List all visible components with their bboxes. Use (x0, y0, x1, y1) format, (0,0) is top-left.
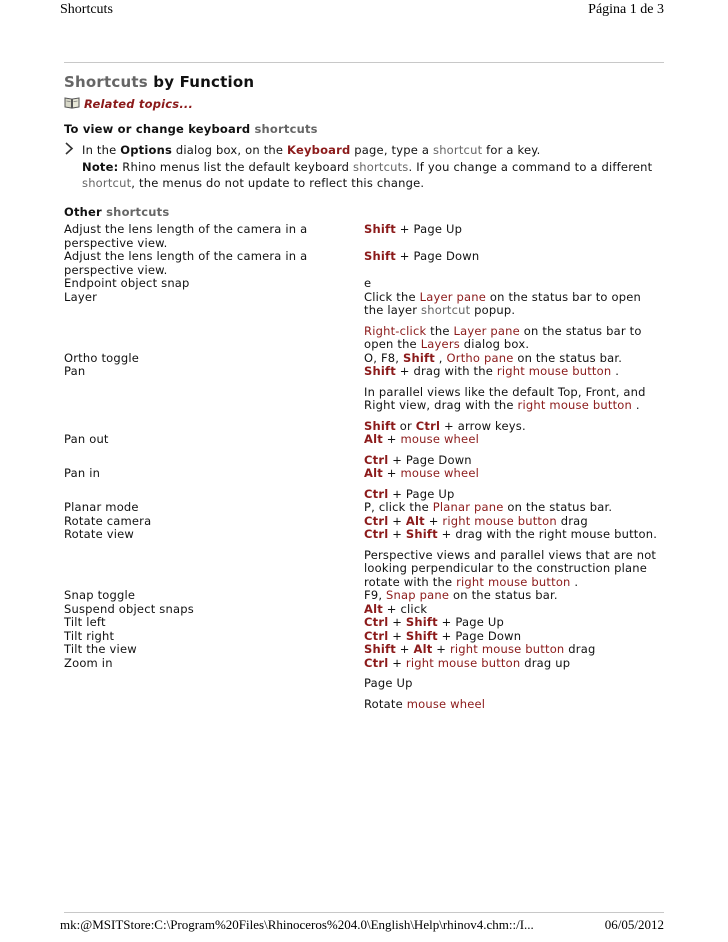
key-label: Ctrl (364, 452, 389, 467)
page-title (64, 72, 664, 92)
term-link[interactable]: Snap pane (386, 588, 450, 602)
function-cell: Tilt right (64, 628, 115, 643)
table-row (64, 528, 664, 589)
text-segment: + Page Up (395, 222, 463, 236)
function-cell: Ortho toggle (64, 350, 140, 365)
text-segment: Page Up (364, 676, 413, 690)
text-segment: + click (382, 601, 428, 616)
key-label: Ctrl (364, 628, 389, 643)
shortcut-cell (364, 515, 664, 529)
table-row (64, 277, 664, 291)
text-segment: F9, (364, 588, 387, 602)
table-row (64, 603, 664, 617)
shortcut-line (364, 501, 664, 515)
function-cell: Adjust the lens length of the camera in a perspective view. (64, 222, 308, 250)
text-segment: . (611, 364, 620, 378)
shortcut-line (364, 277, 664, 291)
key-label: Shift (405, 628, 438, 643)
text-segment: + arrow keys. (440, 418, 526, 433)
text-segment: + Page Down (437, 628, 522, 643)
key-label: Ctrl (364, 486, 389, 501)
text-segment: dialog box. (459, 337, 530, 351)
section-view-change-heading (64, 120, 664, 138)
text-segment: , (434, 350, 447, 365)
function-cell: Pan in (64, 466, 101, 480)
key-label: Shift (405, 615, 438, 629)
term-link[interactable]: Layer pane (453, 323, 520, 338)
key-label: Shift (364, 364, 396, 378)
term-link[interactable]: right mouse button (442, 513, 557, 528)
note-block: Note: Rhino menus list the default keyboard shortcuts. If you change a command to a different shortcut, the menus do not update to reflect this change. (82, 160, 653, 190)
key-label: Shift (405, 527, 438, 541)
title-rest: by Function (147, 73, 255, 91)
function-cell: Pan out (64, 432, 109, 446)
shortcut-line (364, 454, 664, 468)
page-footer (60, 917, 664, 933)
table-row (64, 501, 664, 515)
text-segment: + (388, 655, 406, 670)
shortcut-line (364, 291, 664, 325)
text-segment: + (388, 527, 406, 541)
shortcut-line (364, 352, 664, 366)
key-label: Shift (364, 222, 396, 236)
key-label: Shift (364, 418, 396, 433)
text-segment: + (388, 628, 406, 643)
shortcut-line (364, 643, 664, 657)
function-cell: Pan (64, 364, 86, 378)
function-cell: Tilt the view (64, 642, 137, 656)
shortcut-line (364, 677, 664, 698)
top-rule (64, 62, 664, 63)
text-segment: on the status bar. (503, 500, 613, 514)
text-segment: e (364, 276, 372, 290)
text-segment: drag up (520, 655, 571, 670)
text-segment: Perspective views and parallel views that are not looking perpendicular to the construction plane rotate with the (364, 547, 657, 589)
table-row (64, 291, 664, 352)
key-label: Alt (364, 432, 383, 446)
text-segment: + (388, 513, 406, 528)
term-link[interactable]: Right-click (364, 323, 427, 338)
shortcut-line (364, 603, 664, 617)
shortcut-line (364, 589, 664, 603)
text-segment: on the status bar to open the (364, 323, 642, 351)
header-left: Shortcuts (60, 2, 113, 17)
text-segment: or (395, 418, 416, 433)
shortcut-cell (364, 501, 664, 515)
shortcut-cell (364, 250, 664, 277)
text-segment: + (382, 432, 401, 446)
shortcut-cell (364, 616, 664, 630)
term-link[interactable]: mouse wheel (400, 466, 479, 480)
text-segment: . (570, 574, 579, 589)
term-link[interactable]: Ortho pane (446, 350, 514, 365)
shortcut-cell (364, 365, 664, 433)
function-cell: Rotate camera (64, 513, 152, 528)
text-segment: O, F8, (364, 350, 404, 365)
text-segment: Click the (364, 289, 420, 304)
function-cell: Layer (64, 289, 98, 304)
key-label: Ctrl (364, 527, 389, 541)
title-main: Shortcuts (64, 73, 148, 91)
text-segment: Rotate (364, 696, 407, 711)
text-segment: on the status bar to open the layer (364, 289, 642, 317)
shortcut-line (364, 467, 664, 488)
shortcut-cell (364, 657, 664, 712)
header-right: Página 1 de 3 (588, 2, 664, 17)
term-link[interactable]: right mouse button (456, 574, 571, 589)
shortcut-cell (364, 277, 664, 291)
term-link[interactable]: Layers (420, 337, 460, 351)
shortcut-cell (364, 528, 664, 589)
book-icon (64, 96, 80, 112)
text-segment: + (388, 615, 406, 629)
key-label: Alt (364, 601, 383, 616)
page-header (60, 2, 664, 18)
shortcut-cell (364, 603, 664, 617)
shortcut-cell (364, 433, 664, 467)
footer-date: 06/05/2012 (604, 917, 664, 932)
text-segment: P, click the (364, 500, 433, 514)
function-cell: Planar mode (64, 500, 139, 514)
function-cell: Zoom in (64, 655, 113, 670)
key-label: Alt (413, 642, 433, 656)
text-segment: + (395, 642, 414, 656)
table-row (64, 365, 664, 433)
function-cell: Tilt left (64, 615, 106, 629)
term-link[interactable]: right mouse button (496, 364, 612, 378)
term-link[interactable]: Planar pane (432, 500, 504, 514)
shortcut-line (364, 616, 664, 630)
bullet-item (64, 142, 664, 159)
shortcut-cell (364, 643, 664, 657)
text-segment: + Page Up (388, 486, 455, 501)
related-topics-label: Related topics... (84, 97, 194, 111)
shortcut-line (364, 549, 664, 590)
shortcut-cell (364, 223, 664, 250)
text-segment: + (382, 466, 401, 480)
arrow-bullet-icon (64, 142, 82, 159)
shortcut-line (364, 386, 664, 420)
term-link[interactable]: mouse wheel (400, 432, 479, 446)
term-link[interactable]: right mouse button (449, 642, 565, 656)
table-row (64, 630, 664, 644)
term-link[interactable]: mouse wheel (406, 696, 486, 711)
instruction-line: In the Options dialog box, on the Keyboard page, type a shortcut for a key. (82, 143, 541, 157)
term-link[interactable]: Layer pane (419, 289, 487, 304)
bottom-rule (64, 912, 664, 913)
shortcuts-table (64, 223, 664, 711)
key-label: Ctrl (364, 615, 389, 629)
shortcut-cell (364, 291, 664, 352)
table-row (64, 657, 664, 712)
term-link[interactable]: right mouse button (517, 398, 633, 412)
table-row (64, 643, 664, 657)
heading-text: Other (64, 205, 107, 219)
shortcut-line (364, 698, 664, 712)
key-label: Alt (364, 466, 383, 480)
text-segment: + Page Down (388, 452, 472, 467)
key-label: Alt (405, 513, 425, 528)
related-topics-link[interactable] (64, 94, 664, 114)
table-row (64, 515, 664, 529)
shortcut-cell (364, 352, 664, 366)
text-segment: + (424, 513, 443, 528)
text-segment: + Page Up (437, 615, 504, 629)
text-segment: the (426, 323, 454, 338)
function-cell: Suspend object snaps (64, 601, 194, 616)
shortcut-line (364, 250, 664, 264)
function-cell: Adjust the lens length of the camera in a perspective view. (64, 249, 308, 277)
shortcut-line (364, 433, 664, 454)
table-row (64, 616, 664, 630)
text-segment: . (632, 398, 640, 412)
text-segment: + drag with the (395, 364, 497, 378)
table-row (64, 467, 664, 501)
table-row (64, 352, 664, 366)
shortcut-line (364, 515, 664, 529)
table-row (64, 250, 664, 277)
main-content (64, 72, 664, 711)
text-segment: + drag with the right mouse button. (437, 527, 658, 541)
shortcut-line (364, 365, 664, 386)
key-label: Shift (364, 642, 396, 656)
function-cell: Rotate view (64, 527, 134, 541)
table-row (64, 433, 664, 467)
term-link[interactable]: right mouse button (405, 655, 521, 670)
shortcut-line (364, 223, 664, 237)
note-label: Note: (82, 160, 119, 174)
glossary-term: shortcut (421, 303, 471, 317)
shortcut-line (364, 488, 664, 502)
text-segment: on the status bar. (449, 588, 558, 602)
footer-url: mk:@MSITStore:C:\Program%20Files\Rhinoceros%204.0\English\Help\rhinov4.chm::/I... (60, 917, 534, 932)
text-segment: In parallel views like the default Top, Front, and Right view, drag with the (364, 384, 646, 412)
text-segment: + (432, 642, 450, 656)
key-label: Ctrl (415, 418, 441, 433)
text-segment: popup. (470, 303, 516, 317)
function-cell: Snap toggle (64, 588, 136, 602)
text-segment: on the status bar. (513, 350, 623, 365)
shortcut-line (364, 657, 664, 678)
heading-text: To view or change keyboard (64, 122, 255, 136)
shortcut-line (364, 630, 664, 644)
key-label: Ctrl (364, 655, 389, 670)
shortcut-cell (364, 589, 664, 603)
shortcut-line (364, 528, 664, 549)
text-segment: drag (556, 513, 588, 528)
text-segment: + Page Down (395, 249, 480, 263)
function-cell: Endpoint object snap (64, 276, 190, 290)
heading-word: shortcuts (254, 122, 318, 136)
key-label: Ctrl (364, 513, 389, 528)
shortcut-cell (364, 630, 664, 644)
section-other-heading (64, 203, 664, 221)
key-label: Shift (364, 249, 396, 263)
table-row (64, 589, 664, 603)
text-segment: drag (564, 642, 596, 656)
heading-word: shortcuts (106, 205, 170, 219)
shortcut-line (364, 420, 664, 434)
table-row (64, 223, 664, 250)
shortcut-cell (364, 467, 664, 501)
shortcut-line (364, 325, 664, 352)
key-label: Shift (403, 350, 435, 365)
